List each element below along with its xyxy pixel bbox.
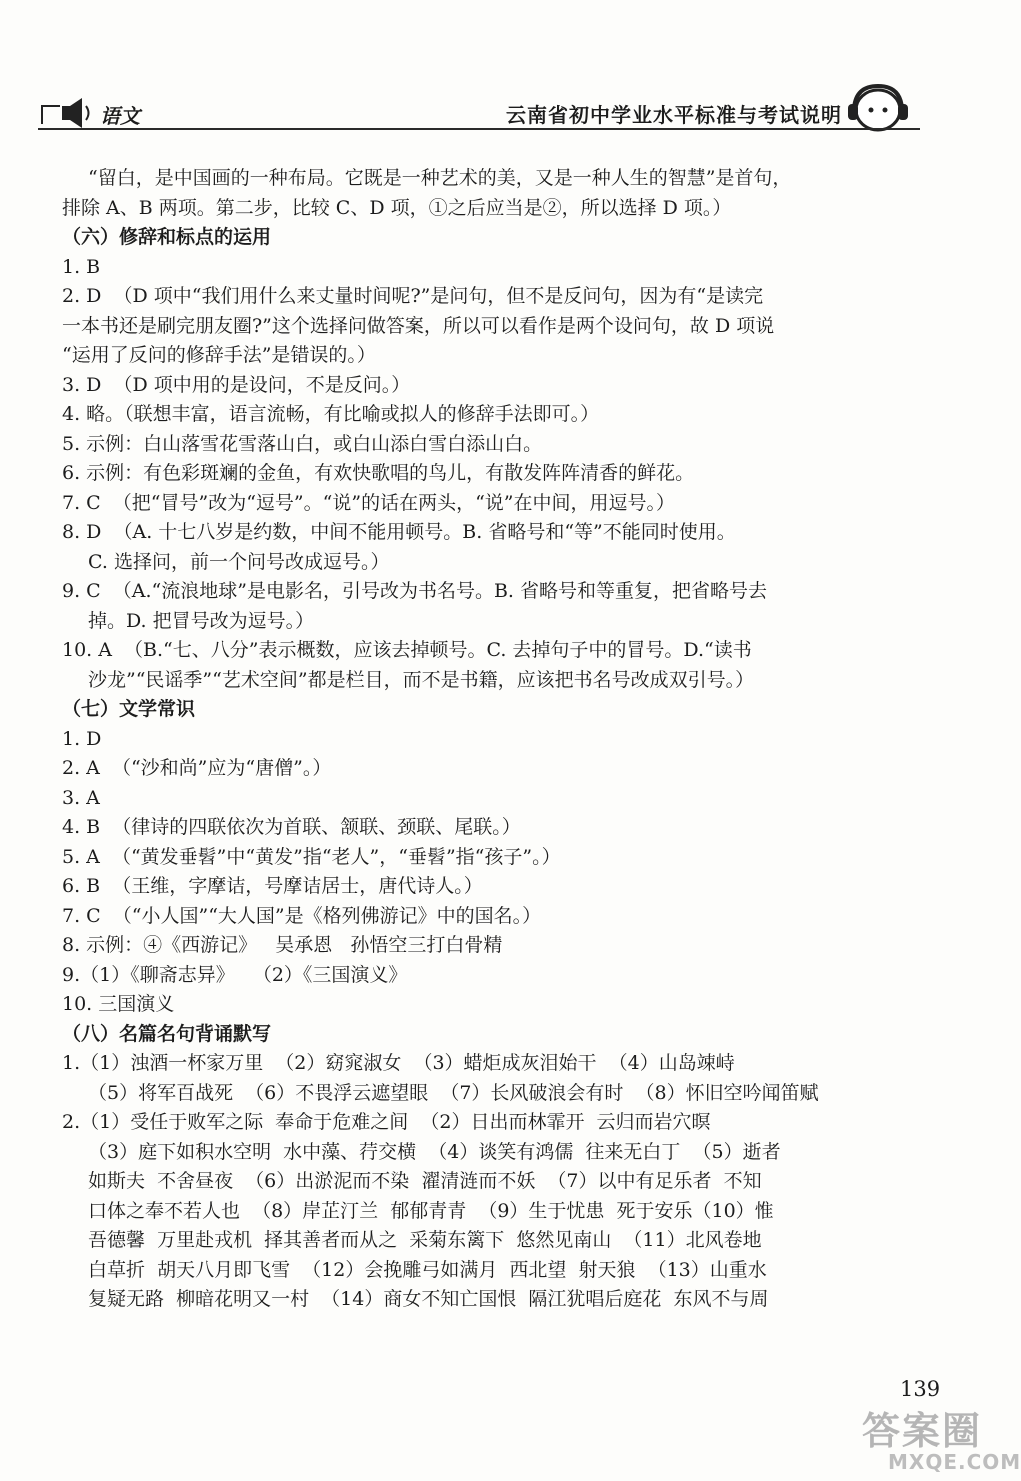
answer-line: 9. C （A.“流浪地球”是电影名，引号改为书名号。B. 省略号和等重复，把省略号去 [62,580,768,602]
answer-line: 7. C （“小人国”“大人国”是《格列佛游记》中的国名。） [62,904,542,927]
watermark-text: 答案圈 [862,1409,983,1453]
watermark-url: MXQE.COM [888,1450,1021,1474]
answer-line: 5. 示例：白山落雪花雪落山白，或白山添白雪白添山白。 [62,432,543,455]
answer-line: 2. A （“沙和尚”应为“唐僧”。） [62,757,332,779]
section-literature-answers [62,725,892,1020]
speaker-icon [40,96,96,130]
answer-line: 1.（1）浊酒一杯家万里 （2）窈窕淑女 （3）蜡炬成灰泪始干 （4）山岛竦峙 [62,1052,735,1074]
answer-line: 1. D [62,727,102,750]
section-recitation-answers [62,1049,892,1315]
section-heading-rhetoric: （六）修辞和标点的运用 [62,226,272,248]
answer-line: 6. 示例：有色彩斑斓的金鱼，有欢快歌唱的鸟儿，有散发阵阵清香的鲜花。 [62,462,695,484]
answer-line: 2.（1）受任于败军之际 奉命于危难之间 （2）日出而林霏开 云归而岩穴暝 [62,1111,711,1133]
section-heading-recitation: （八）名篇名句背诵默写 [62,1022,272,1045]
answer-content [62,164,892,1315]
answer-line: 3. A [62,786,100,809]
page-number: 139 [900,1377,941,1401]
answer-line: 5. A （“黄发垂髫”中“黄发”指“老人”，“垂髫”指“孩子”。） [62,845,561,868]
answer-line: 10. A （B.“七、八分”表示概数，应该去掉顿号。C. 去掉句子中的冒号。D.“读书 [62,639,752,661]
answer-line: C. 选择问，前一个问号改成逗号。） [88,550,390,573]
answer-line: 1. B [62,255,101,278]
mascot-headphones-icon [844,82,912,134]
section-rhetoric-answers [62,253,892,696]
answer-line: 掉。D. 把冒号改为逗号。） [88,609,315,632]
answer-line: 4. 略。（联想丰富，语言流畅，有比喻或拟人的修辞手法即可。） [62,403,600,425]
intro-line: 排除 A、B 两项。第二步，比较 C、D 项，①之后应当是②，所以选择 D 项。） [62,196,732,219]
answer-line: 沙龙”“民谣季”“艺术空间”都是栏目，而不是书籍，应该把书名号改成双引号。） [88,668,755,691]
header-title: 云南省初中学业水平标准与考试说明 [506,103,842,127]
answer-line: （5）将军百战死 （6）不畏浮云遮望眼 （7）长风破浪会有时 （8）怀旧空吟闻笛赋 [88,1081,819,1104]
answer-line: 吾德馨 万里赴戎机 择其善者而从之 采菊东篱下 悠然见南山 （11）北风卷地 [88,1229,762,1251]
answer-line: 2. D （D 项中“我们用什么来丈量时间呢?”是问句，但不是反问句，因为有“是读完 [62,285,764,307]
answer-line: 9.（1）《聊斋志异》 （2）《三国演义》 [62,963,408,986]
answer-line: 口体之奉不若人也 （8）岸芷汀兰 郁郁青青 （9）生于忧患 死于安乐（10）惟 [88,1199,774,1222]
watermark-logo [862,1400,1021,1481]
answer-line: 10. 三国演义 [62,993,175,1015]
intro-line: “留白，是中国画的一种布局。它既是一种艺术的美，又是一种人生的智慧”是首句， [88,167,792,189]
header-subject: 语文 [100,104,140,128]
answer-line: 8. D （A. 十七八岁是约数，中间不能用顿号。B. 省略号和“等”不能同时使用。 [62,521,736,543]
answer-line: 3. D （D 项中用的是设问，不是反问。） [62,373,411,396]
answer-line: 4. B （律诗的四联依次为首联、颔联、颈联、尾联。） [62,816,521,838]
answer-line: 复疑无路 柳暗花明又一村 （14）商女不知亡国恨 隔江犹唱后庭花 东风不与周 [88,1288,769,1310]
answer-line: “运用了反问的修辞手法”是错误的。） [62,344,376,366]
answer-line: （3）庭下如积水空明 水中藻、荇交横 （4）谈笑有鸿儒 往来无白丁 （5）逝者 [88,1140,781,1163]
header-rule [38,128,920,130]
page-header [0,0,1000,140]
answer-line: 8. 示例：④《西游记》 吴承恩 孙悟空三打白骨精 [62,934,503,956]
answer-line: 6. B （王维，字摩诘，号摩诘居士，唐代诗人。） [62,875,483,897]
answer-line: 如斯夫 不舍昼夜 （6）出淤泥而不染 濯清涟而不妖 （7）以中有足乐者 不知 [88,1170,762,1192]
answer-line: 一本书还是刷完朋友圈?”这个选择问做答案，所以可以看作是两个设问句，故 D 项说 [62,314,775,337]
answer-line: 7. C （把“冒号”改为“逗号”。“说”的话在两头，“说”在中间，用逗号。） [62,491,675,514]
section-heading-literature: （七）文学常识 [62,698,196,720]
answer-line: 白草折 胡天八月即飞雪 （12）会挽雕弓如满月 西北望 射天狼 （13）山重水 [88,1258,767,1281]
